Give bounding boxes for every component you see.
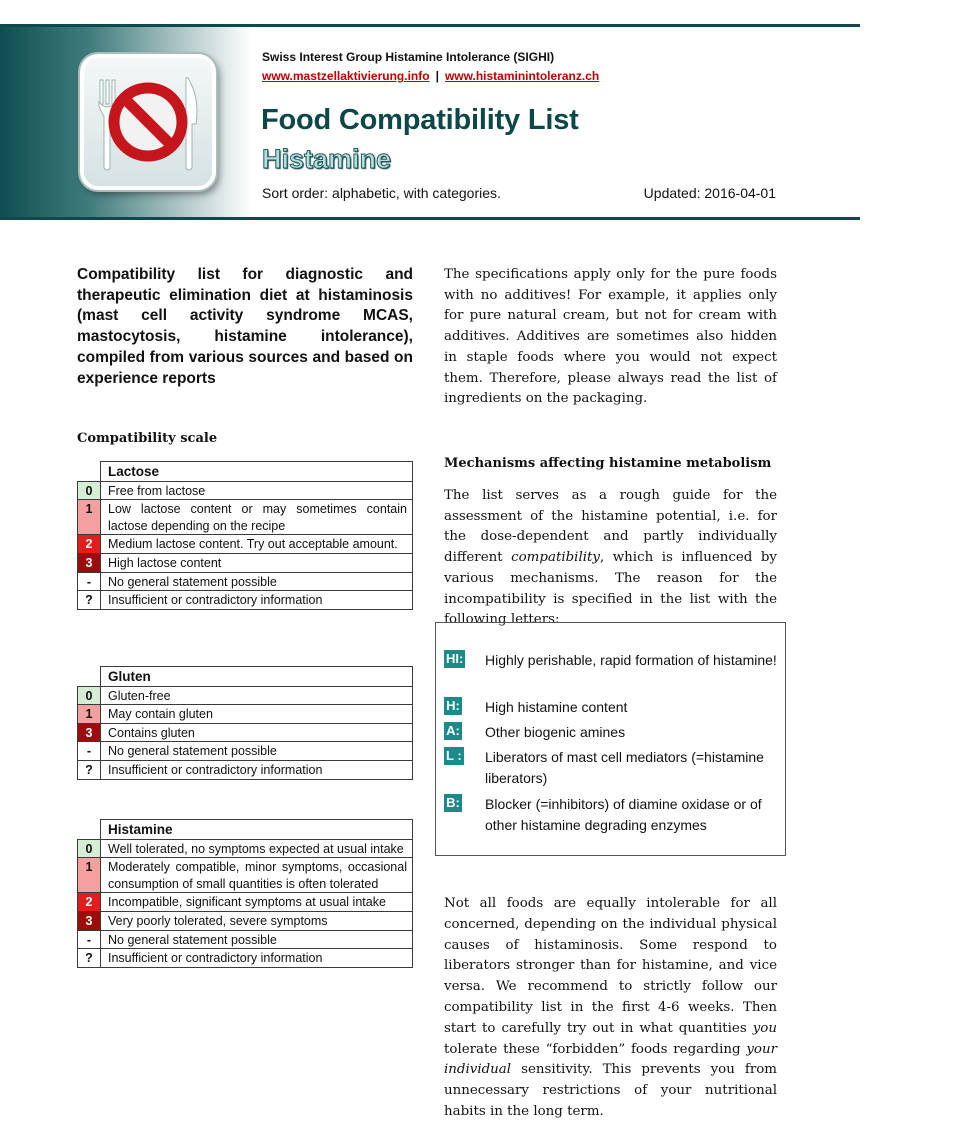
level-code: 3 bbox=[78, 723, 101, 742]
level-code: ? bbox=[78, 949, 101, 968]
level-code: ? bbox=[78, 760, 101, 779]
organization-name: Swiss Interest Group Histamine Intolerance (SIGHI) bbox=[262, 50, 555, 64]
table-row bbox=[78, 591, 413, 610]
lactose-table-title: Lactose bbox=[101, 462, 413, 482]
mechanisms-text-2: , which is influenced by various mechanisms. The reason for the incompatibility is specified in the list with the following letters: bbox=[444, 550, 777, 628]
level-description: Medium lactose content. Try out acceptable amount. bbox=[101, 535, 413, 554]
table-row bbox=[78, 705, 413, 724]
table-row bbox=[78, 760, 413, 779]
legend-text: Other biogenic amines bbox=[485, 724, 626, 740]
level-description: Insufficient or contradictory information bbox=[101, 591, 413, 610]
level-description: Contains gluten bbox=[101, 723, 413, 742]
individual-tolerance-paragraph bbox=[444, 894, 777, 1123]
intro-text: Compatibility list for diagnostic and therapeutic elimination diet at histaminosis (mast cell activity syndrome MCAS, mastocytosis, histamine intolerance), compiled from various sources and based on experience reports bbox=[77, 266, 413, 387]
level-description: Well tolerated, no symptoms expected at usual intake bbox=[101, 839, 413, 858]
table-row bbox=[78, 572, 413, 591]
legend-item bbox=[444, 794, 784, 833]
histamine-table-title: Histamine bbox=[101, 820, 413, 840]
table-row bbox=[78, 686, 413, 705]
legend-code: L : bbox=[446, 748, 462, 763]
bottom-text-3: sensitivity. This prevents you from unnecessary restrictions of your nutritional habits in the long term. bbox=[444, 1062, 777, 1119]
mechanisms-text-1: The list serves as a rough guide for the assessment of the histamine potential, i.e. for the dose-dependent and partly individually different bbox=[444, 488, 777, 566]
level-code: 0 bbox=[78, 686, 101, 705]
legend-text: Liberators of mast cell mediators (=histamine liberators) bbox=[485, 749, 764, 786]
level-code: - bbox=[78, 572, 101, 591]
table-row bbox=[78, 858, 413, 893]
gluten-table-title: Gluten bbox=[101, 667, 413, 687]
level-code: 0 bbox=[78, 839, 101, 858]
table-row bbox=[78, 893, 413, 912]
legend-code: B: bbox=[444, 794, 462, 812]
level-code: 1 bbox=[78, 705, 101, 724]
header-rule-bottom bbox=[0, 217, 860, 220]
level-code: 0 bbox=[78, 481, 101, 500]
bottom-emphasis-1: you bbox=[752, 1020, 777, 1036]
table-row bbox=[78, 723, 413, 742]
link-mastzellaktivierung[interactable]: www.mastzellaktivierung.info bbox=[262, 69, 430, 83]
compatibility-scale-heading: Compatibility scale bbox=[77, 431, 218, 446]
level-description: No general statement possible bbox=[101, 572, 413, 591]
mechanism-legend bbox=[435, 622, 786, 856]
level-code: 3 bbox=[78, 553, 101, 572]
bottom-text-2: tolerate these “forbidden” foods regarding bbox=[444, 1041, 747, 1057]
level-description: Moderately compatible, minor symptoms, occasional consumption of small quantities is often tolerated bbox=[101, 858, 413, 893]
updated-date: Updated: 2016-04-01 bbox=[643, 185, 776, 201]
legend-code: H: bbox=[444, 697, 462, 715]
level-code: 2 bbox=[78, 893, 101, 912]
table-row bbox=[78, 553, 413, 572]
specifications-paragraph: The specifications apply only for the pure foods with no additives! For example, it applies only for pure natural cream, but not for cream with additives. Additives are sometimes also hidden in staple foods where you would not expect them. Therefore, please always read the list of ingredients on the packaging. bbox=[444, 267, 777, 407]
table-row bbox=[78, 742, 413, 761]
level-description: High lactose content bbox=[101, 553, 413, 572]
level-description: Low lactose content or may sometimes contain lactose depending on the recipe bbox=[101, 500, 413, 535]
mechanisms-text-emphasis: compatibility bbox=[511, 550, 600, 566]
table-row bbox=[78, 949, 413, 968]
level-description: No general statement possible bbox=[101, 742, 413, 761]
table-row bbox=[78, 911, 413, 930]
level-code: - bbox=[78, 742, 101, 761]
legend-item bbox=[444, 697, 784, 715]
mechanisms-heading: Mechanisms affecting histamine metabolism bbox=[444, 456, 772, 471]
level-code: 2 bbox=[78, 535, 101, 554]
link-histaminintoleranz[interactable]: www.histaminintoleranz.ch bbox=[444, 69, 600, 83]
level-description: Gluten-free bbox=[101, 686, 413, 705]
legend-item bbox=[444, 747, 784, 786]
level-description: Insufficient or contradictory information bbox=[101, 760, 413, 779]
bottom-emphasis-2: your individual bbox=[444, 1041, 777, 1078]
lactose-table bbox=[77, 461, 413, 610]
legend-text: High histamine content bbox=[485, 699, 628, 715]
level-description: Free from lactose bbox=[101, 481, 413, 500]
level-description: Insufficient or contradictory information bbox=[101, 949, 413, 968]
link-separator: | bbox=[435, 69, 439, 83]
level-description: Incompatible, significant symptoms at usual intake bbox=[101, 893, 413, 912]
table-row bbox=[78, 930, 413, 949]
sort-order-note: Sort order: alphabetic, with categories. bbox=[262, 185, 501, 201]
level-description: May contain gluten bbox=[101, 705, 413, 724]
legend-item bbox=[444, 722, 784, 740]
no-food-icon bbox=[80, 54, 216, 190]
table-row bbox=[78, 535, 413, 554]
table-row bbox=[78, 481, 413, 500]
mechanisms-paragraph bbox=[444, 486, 777, 631]
bottom-text-1: Not all foods are equally intolerable for all concerned, depending on the individual physical causes of histaminosis. Some respond to liberators stronger than for histamine, and vice versa. We recommend to strictly follow our compatibility list in the first 4-6 weeks. Then start to carefully try out in what quantities bbox=[444, 896, 777, 1036]
legend-text: Highly perishable, rapid formation of histamine! bbox=[485, 652, 777, 668]
level-code: 1 bbox=[78, 500, 101, 535]
histamine-table bbox=[77, 819, 413, 968]
level-description: No general statement possible bbox=[101, 930, 413, 949]
legend-item bbox=[444, 650, 784, 668]
level-code: 3 bbox=[78, 911, 101, 930]
level-description: Very poorly tolerated, severe symptoms bbox=[101, 911, 413, 930]
page-title: Food Compatibility List bbox=[261, 104, 579, 136]
level-code: - bbox=[78, 930, 101, 949]
legend-text: Blocker (=inhibitors) of diamine oxidase or of other histamine degrading enzymes bbox=[485, 796, 762, 833]
page-subtitle: Histamine bbox=[262, 144, 392, 174]
legend-code: HI: bbox=[446, 651, 464, 666]
gluten-table bbox=[77, 666, 413, 780]
header-links bbox=[262, 69, 599, 83]
level-code: ? bbox=[78, 591, 101, 610]
table-row bbox=[78, 839, 413, 858]
table-row bbox=[78, 500, 413, 535]
legend-code: A: bbox=[444, 722, 462, 740]
level-code: 1 bbox=[78, 858, 101, 893]
